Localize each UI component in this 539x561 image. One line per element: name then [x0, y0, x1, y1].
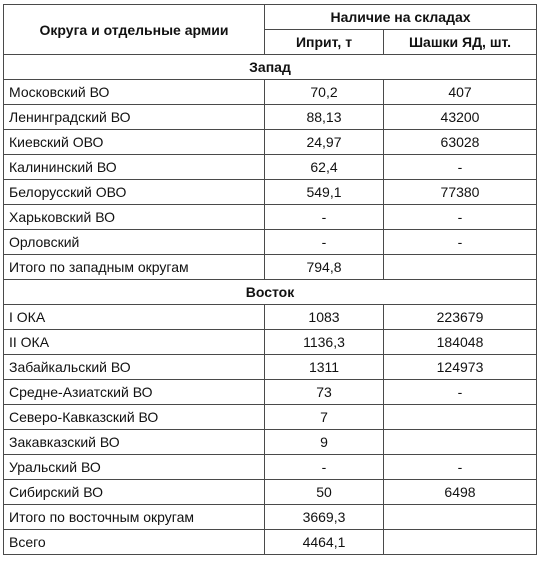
table-row — [4, 230, 537, 255]
iprit-cell: 9 — [265, 430, 384, 455]
iprit-cell: - — [265, 455, 384, 480]
table-row — [4, 355, 537, 380]
table-row — [4, 105, 537, 130]
shashki-cell: - — [384, 155, 537, 180]
section-title: Запад — [4, 55, 537, 80]
shashki-cell: 223679 — [384, 305, 537, 330]
district-name-cell: Забайкальский ВО — [4, 355, 265, 380]
district-name-cell: Калининский ВО — [4, 155, 265, 180]
shashki-cell: - — [384, 205, 537, 230]
district-name-cell: Северо-Кавказский ВО — [4, 405, 265, 430]
shashki-cell: - — [384, 230, 537, 255]
table-row — [4, 305, 537, 330]
district-name-cell: Московский ВО — [4, 80, 265, 105]
table-header — [4, 5, 537, 55]
shashki-cell: 63028 — [384, 130, 537, 155]
iprit-cell: 1083 — [265, 305, 384, 330]
shashki-cell: 124973 — [384, 355, 537, 380]
district-name-cell: Итого по восточным округам — [4, 505, 265, 530]
table-row — [4, 80, 537, 105]
iprit-cell: 70,2 — [265, 80, 384, 105]
iprit-cell: 50 — [265, 480, 384, 505]
shashki-cell: 407 — [384, 80, 537, 105]
district-name-cell: Закавказский ВО — [4, 430, 265, 455]
header-group: Наличие на складах — [265, 5, 537, 30]
table-row — [4, 505, 537, 530]
table-body — [4, 55, 537, 555]
table-row — [4, 180, 537, 205]
table-row — [4, 330, 537, 355]
district-name-cell: Киевский ОВО — [4, 130, 265, 155]
shashki-cell — [384, 430, 537, 455]
iprit-cell: 73 — [265, 380, 384, 405]
table-row — [4, 530, 537, 555]
table-row — [4, 255, 537, 280]
table-row — [4, 380, 537, 405]
iprit-cell: 549,1 — [265, 180, 384, 205]
stockpile-table — [3, 4, 537, 555]
iprit-cell: 1311 — [265, 355, 384, 380]
district-name-cell: Белорусский ОВО — [4, 180, 265, 205]
district-name-cell: II ОКА — [4, 330, 265, 355]
shashki-cell: - — [384, 380, 537, 405]
iprit-cell: 62,4 — [265, 155, 384, 180]
shashki-cell: 6498 — [384, 480, 537, 505]
district-name-cell: Сибирский ВО — [4, 480, 265, 505]
district-name-cell: Уральский ВО — [4, 455, 265, 480]
district-name-cell: Ленинградский ВО — [4, 105, 265, 130]
shashki-cell: 184048 — [384, 330, 537, 355]
section-title: Восток — [4, 280, 537, 305]
table-row — [4, 405, 537, 430]
section-row — [4, 280, 537, 305]
shashki-cell: 43200 — [384, 105, 537, 130]
header-name: Округа и отдельные армии — [4, 5, 265, 55]
shashki-cell — [384, 255, 537, 280]
shashki-cell — [384, 505, 537, 530]
iprit-cell: 3669,3 — [265, 505, 384, 530]
iprit-cell: 1136,3 — [265, 330, 384, 355]
table-row — [4, 155, 537, 180]
district-name-cell: Всего — [4, 530, 265, 555]
table-row — [4, 455, 537, 480]
table-row — [4, 430, 537, 455]
iprit-cell: 794,8 — [265, 255, 384, 280]
iprit-cell: - — [265, 230, 384, 255]
iprit-cell: 88,13 — [265, 105, 384, 130]
district-name-cell: Итого по западным округам — [4, 255, 265, 280]
shashki-cell: - — [384, 455, 537, 480]
district-name-cell: Харьковский ВО — [4, 205, 265, 230]
table-row — [4, 480, 537, 505]
header-shashki: Шашки ЯД, шт. — [384, 30, 537, 55]
section-row — [4, 55, 537, 80]
header-iprit: Иприт, т — [265, 30, 384, 55]
iprit-cell: - — [265, 205, 384, 230]
district-name-cell: I ОКА — [4, 305, 265, 330]
header-row-1 — [4, 5, 537, 30]
table-row — [4, 205, 537, 230]
iprit-cell: 4464,1 — [265, 530, 384, 555]
district-name-cell: Средне-Азиатский ВО — [4, 380, 265, 405]
district-name-cell: Орловский — [4, 230, 265, 255]
iprit-cell: 24,97 — [265, 130, 384, 155]
shashki-cell — [384, 405, 537, 430]
shashki-cell — [384, 530, 537, 555]
iprit-cell: 7 — [265, 405, 384, 430]
shashki-cell: 77380 — [384, 180, 537, 205]
table-row — [4, 130, 537, 155]
